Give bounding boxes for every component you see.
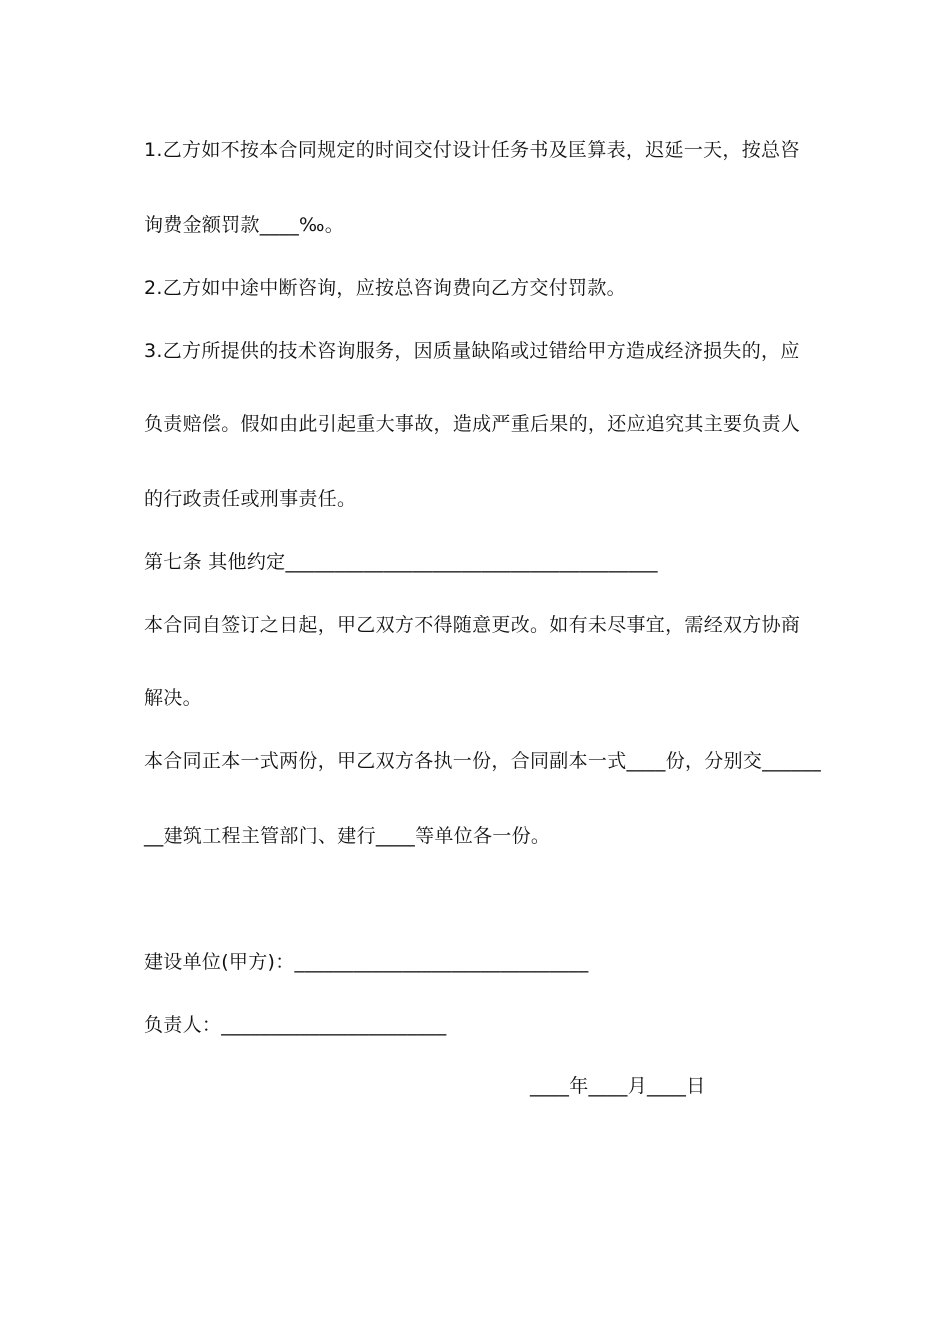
party-a-signature-line: 建设单位(甲方)：______________________________ [144, 951, 589, 973]
article-7-heading: 第七条 其他约定______________________________________ [144, 551, 658, 573]
amendment-line-2: 解决。 [144, 687, 202, 709]
date-line: ____年____月____日 [530, 1075, 706, 1097]
clause-3-line-1: 3.乙方所提供的技术咨询服务，因质量缺陷或过错给甲方造成经济损失的，应 [144, 340, 800, 362]
copies-line-1: 本合同正本一式两份，甲乙双方各执一份，合同副本一式____份，分别交______ [144, 750, 822, 772]
amendment-line-1: 本合同自签订之日起，甲乙双方不得随意更改。如有未尽事宜，需经双方协商 [144, 614, 801, 636]
clause-3-line-2: 负责赔偿。假如由此引起重大事故，造成严重后果的，还应追究其主要负责人 [144, 413, 801, 435]
clause-1-line-2: 询费金额罚款____‰。 [144, 214, 345, 236]
clause-2-line: 2.乙方如中途中断咨询，应按总咨询费向乙方交付罚款。 [144, 277, 626, 299]
clause-3-line-3: 的行政责任或刑事责任。 [144, 488, 357, 510]
responsible-person-line: 负责人：_______________________ [144, 1014, 447, 1036]
copies-line-2: __建筑工程主管部门、建行____等单位各一份。 [144, 825, 551, 847]
clause-1-line-1: 1.乙方如不按本合同规定的时间交付设计任务书及匡算表，迟延一天，按总咨 [144, 139, 800, 161]
